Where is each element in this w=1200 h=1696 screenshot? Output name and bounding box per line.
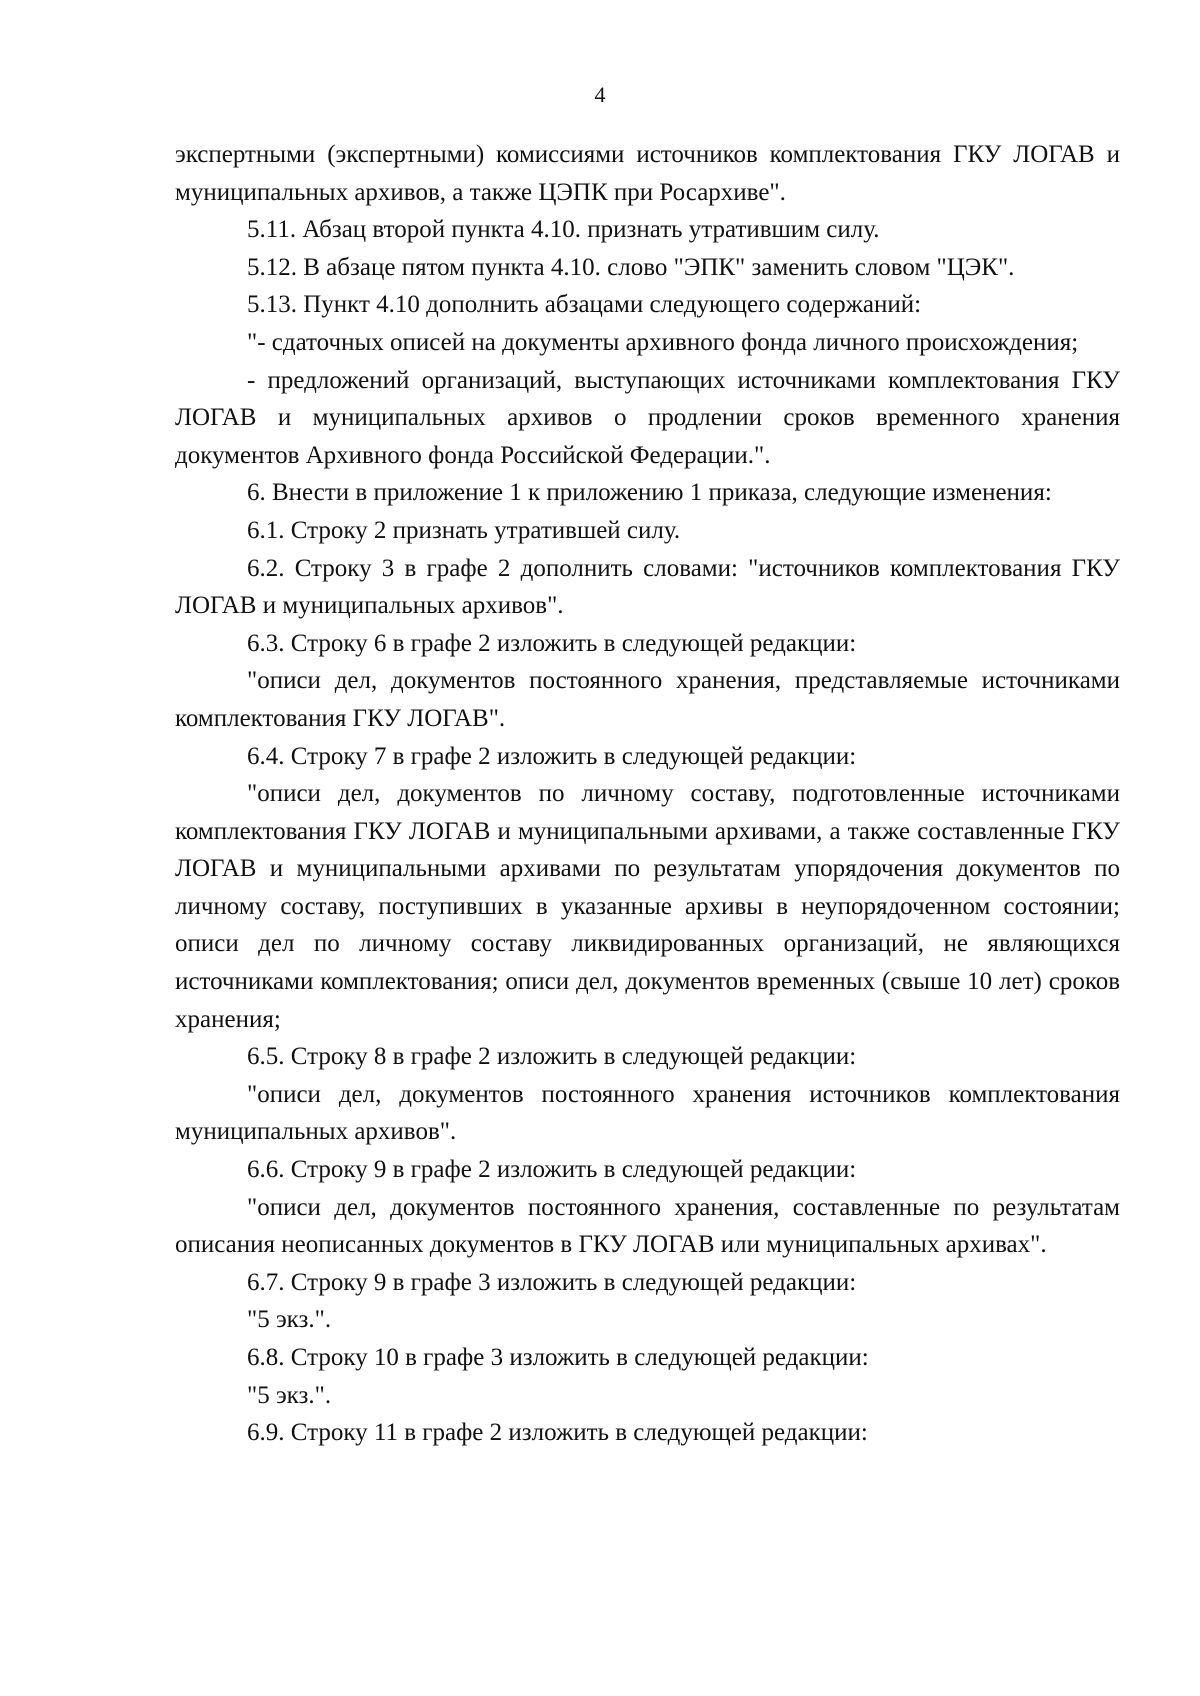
paragraph: "5 экз.". bbox=[247, 1306, 332, 1334]
paragraph: "описи дел, документов постоянного хранения источников комплектования муниципальных архивов". bbox=[175, 1080, 1120, 1146]
paragraph: 6.8. Строку 10 в графе 3 изложить в следующей редакции: bbox=[247, 1344, 869, 1371]
paragraph: 6.2. Строку 3 в графе 2 дополнить словами: "источников комплектования ГКУ ЛОГАВ и муниципальных архивов". bbox=[175, 554, 1120, 620]
paragraph: 6.5. Строку 8 в графе 2 изложить в следующей редакции: bbox=[247, 1043, 857, 1071]
paragraph: 5.13. Пункт 4.10 дополнить абзацами следующего содержаний: bbox=[247, 291, 922, 319]
paragraph: "описи дел, документов постоянного хранения, представляемые источниками комплектования ГКУ ЛОГАВ". bbox=[175, 667, 1120, 732]
document-body bbox=[175, 136, 1120, 1452]
paragraph: "5 экз.". bbox=[247, 1381, 332, 1409]
paragraph: 6.3. Строку 6 в графе 2 изложить в следующей редакции: bbox=[247, 629, 857, 657]
paragraph: - предложений организаций, выступающих источниками комплектования ГКУ ЛОГАВ и муниципальных архивов о продлении сроков временного хранения документов Архивного фонда Российской Федерации.". bbox=[175, 366, 1120, 469]
paragraph: 6.1. Строку 2 признать утратившей силу. bbox=[247, 516, 681, 544]
paragraph: 6.7. Строку 9 в графе 3 изложить в следующей редакции: bbox=[247, 1268, 857, 1296]
paragraph: 6.4. Строку 7 в графе 2 изложить в следующей редакции: bbox=[247, 742, 857, 770]
paragraph: "описи дел, документов постоянного хранения, составленные по результатам описания неописанных документов в ГКУ ЛОГАВ или муниципальных архивах". bbox=[175, 1193, 1120, 1259]
paragraph: 6. Внести в приложение 1 к приложению 1 приказа, следующие изменения: bbox=[247, 479, 1052, 507]
paragraph: 5.11. Абзац второй пункта 4.10. признать утратившим силу. bbox=[247, 216, 880, 244]
paragraph: 6.9. Строку 11 в графе 2 изложить в следующей редакции: bbox=[247, 1419, 868, 1447]
paragraph: экспертными (экспертными) комиссиями источников комплектования ГКУ ЛОГАВ и муниципальных архивов, а также ЦЭПК при Росархиве". bbox=[175, 141, 1120, 206]
paragraph: 5.12. В абзаце пятом пункта 4.10. слово "ЭПК" заменить словом "ЦЭК". bbox=[247, 253, 1015, 281]
paragraph: "описи дел, документов по личному составу, подготовленные источниками комплектования ГКУ ЛОГАВ и муниципальными архивами, а также составленные ГКУ ЛОГАВ и муниципальными архивами по результатам упорядочения документов по личному составу, поступивших в указанные архивы в неупорядоченном состоянии; описи дел по личному составу ликвидированных организаций, не являющихся источниками комплектования; описи дел, документов временных (свыше 10 лет) сроков хранения; bbox=[175, 780, 1120, 1033]
page-number: 4 bbox=[594, 82, 606, 107]
paragraph: "- сдаточных описей на документы архивного фонда личного происхождения; bbox=[247, 328, 1079, 356]
paragraph: 6.6. Строку 9 в графе 2 изложить в следующей редакции: bbox=[247, 1156, 857, 1184]
